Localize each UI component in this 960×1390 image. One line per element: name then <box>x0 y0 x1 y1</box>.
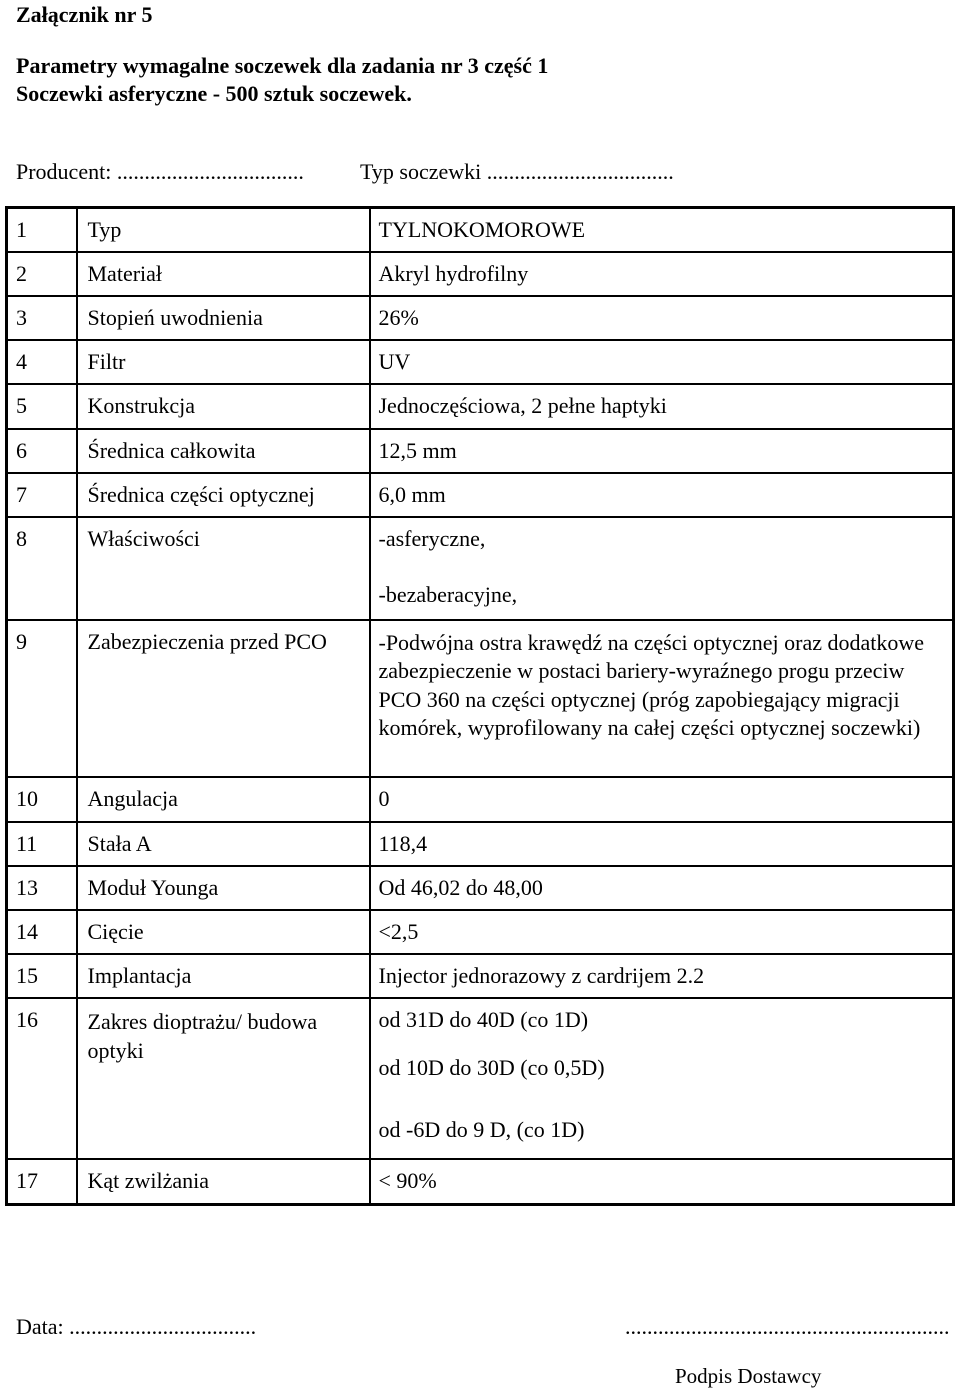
row-label: Właściwości <box>87 526 200 552</box>
signature-line: ........................................................... <box>625 1314 950 1339</box>
table-row <box>7 252 954 296</box>
row-number: 8 <box>16 526 27 552</box>
row-value: od 31D do 40D (co 1D) <box>378 1007 589 1033</box>
row-number: 6 <box>16 437 27 463</box>
row-value: -Podwójna ostra krawędź na części optycznej oraz dodatkowe zabezpieczenie w postaci bariery-wyraźnego progu przeciw PCO 360 na części optycznej (próg zapobiegający migracji komórek, wyprofilowany na całej części optycznej soczewki) <box>378 629 924 741</box>
row-label: Zakres dioptrażu/ budowa optyki <box>87 1009 318 1064</box>
row-number: 3 <box>16 304 27 330</box>
row-value: 118,4 <box>378 830 428 856</box>
row-label: Zabezpieczenia przed PCO <box>87 628 327 654</box>
row-value-secondary: od 10D do 30D (co 0,5D) <box>378 1055 605 1081</box>
row-label: Implantacja <box>87 963 192 989</box>
table-row <box>7 517 954 620</box>
table-row <box>7 910 954 954</box>
row-value: Injector jednorazowy z cardrijem 2.2 <box>378 963 705 989</box>
row-label: Filtr <box>87 349 126 375</box>
producer-field: Producent: .................................. <box>16 159 304 184</box>
row-value: Jednoczęściowa, 2 pełne haptyki <box>378 393 667 419</box>
row-value: UV <box>378 349 411 375</box>
row-label: Konstrukcja <box>87 393 196 419</box>
row-number: 5 <box>16 393 27 419</box>
row-number: 1 <box>16 217 27 242</box>
row-number: 10 <box>16 786 38 812</box>
table-row <box>7 1159 954 1204</box>
row-value: Od 46,02 do 48,00 <box>378 874 543 900</box>
table-row <box>7 954 954 998</box>
row-number: 13 <box>16 874 38 900</box>
document-title-line2: Soczewki asferyczne - 500 sztuk soczewek. <box>16 81 412 106</box>
row-label: Średnica całkowita <box>87 437 256 463</box>
row-number: 16 <box>16 1007 38 1033</box>
row-number: 2 <box>16 260 27 286</box>
signature-label: Podpis Dostawcy <box>675 1364 822 1388</box>
row-value: -asferyczne, <box>378 526 486 552</box>
row-label: Cięcie <box>87 918 144 944</box>
table-row <box>7 473 954 517</box>
table-row <box>7 429 954 473</box>
row-value-secondary: -bezaberacyjne, <box>378 582 518 608</box>
annex-label: Załącznik nr 5 <box>16 2 153 27</box>
table-row <box>7 866 954 910</box>
row-value: <2,5 <box>378 918 419 944</box>
row-label: Stała A <box>87 830 152 856</box>
row-label: Stopień uwodnienia <box>87 304 263 330</box>
row-label: Kąt zwilżania <box>87 1168 210 1194</box>
row-number: 9 <box>16 628 27 654</box>
row-value: 12,5 mm <box>378 437 457 463</box>
row-number: 4 <box>16 349 27 375</box>
document-title-line1: Parametry wymagalne soczewek dla zadania nr 3 część 1 <box>16 53 549 78</box>
row-number: 14 <box>16 918 38 944</box>
row-label: Angulacja <box>87 786 178 812</box>
table-row <box>7 998 954 1159</box>
date-field: Data: .................................. <box>16 1314 257 1339</box>
row-value: 26% <box>378 304 419 330</box>
lens-type-field: Typ soczewki .................................. <box>360 159 674 184</box>
table-row <box>7 208 954 252</box>
row-value: 6,0 mm <box>378 481 446 507</box>
row-number: 7 <box>16 481 27 507</box>
table-row <box>7 620 954 778</box>
row-label: Średnica części optycznej <box>87 481 315 507</box>
table-row <box>7 340 954 384</box>
row-value: < 90% <box>378 1168 437 1194</box>
row-value: TYLNOKOMOROWE <box>378 217 586 242</box>
row-number: 17 <box>16 1168 38 1194</box>
row-label: Moduł Younga <box>87 874 219 900</box>
row-number: 11 <box>16 830 38 856</box>
table-row <box>7 822 954 866</box>
row-value: Akryl hydrofilny <box>378 260 529 286</box>
row-value-tertiary: od -6D do 9 D, (co 1D) <box>378 1117 585 1143</box>
table-row <box>7 777 954 821</box>
row-value: 0 <box>378 786 390 812</box>
table-row <box>7 296 954 340</box>
parameters-table <box>5 206 955 1206</box>
row-label: Typ <box>87 217 122 242</box>
row-number: 15 <box>16 963 38 989</box>
row-label: Materiał <box>87 260 163 286</box>
table-row <box>7 384 954 428</box>
